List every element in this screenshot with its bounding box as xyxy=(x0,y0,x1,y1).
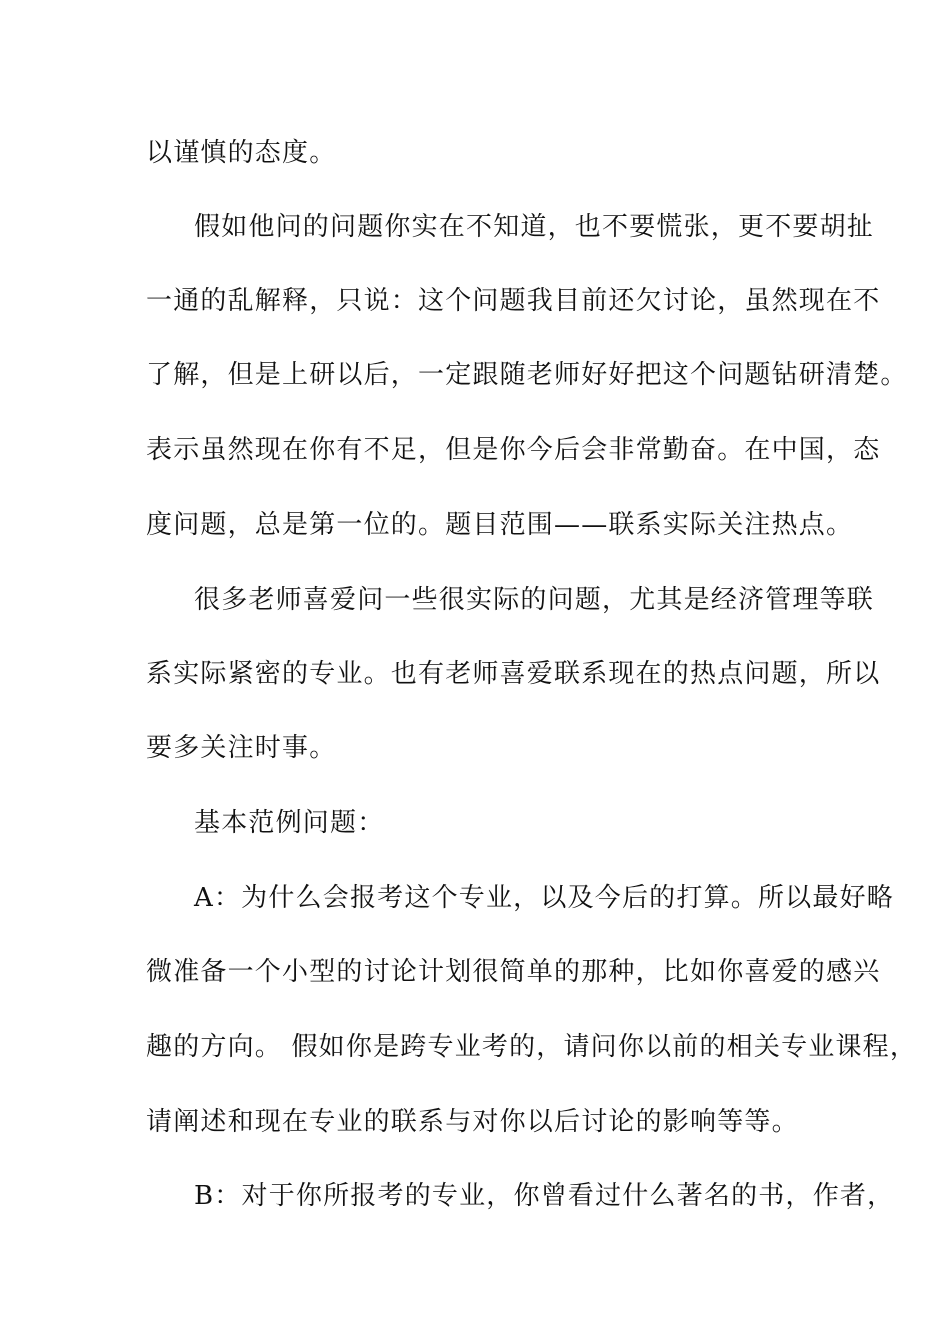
text-line: 了解，但是上研以后，一定跟随老师好好把这个问题钻研清楚。 xyxy=(146,360,908,390)
text-line: 表示虽然现在你有不足，但是你今后会非常勤奋。在中国，态 xyxy=(146,435,881,465)
text-line: 以谨慎的态度。 xyxy=(146,138,337,168)
paragraph-first-line: 很多老师喜爱问一些很实际的问题，尤其是经济管理等联 xyxy=(194,585,875,615)
section-heading: 基本范例问题： xyxy=(194,808,385,838)
text-line: 趣的方向。 假如你是跨专业考的，请问你以前的相关专业课程， xyxy=(146,1032,918,1062)
question-b-line: B：对于你所报考的专业，你曾看过什么著名的书，作者， xyxy=(194,1181,895,1211)
text-line: 微准备一个小型的讨论计划很简单的那种，比如你喜爱的感兴 xyxy=(146,957,881,987)
text-line: 要多关注时事。 xyxy=(146,733,337,763)
text-line: 系实际紧密的专业。也有老师喜爱联系现在的热点问题，所以 xyxy=(146,659,881,689)
text-line: 请阐述和现在专业的联系与对你以后讨论的影响等等。 xyxy=(146,1107,799,1137)
text-line: 一通的乱解释，只说：这个问题我目前还欠讨论，虽然现在不 xyxy=(146,286,881,316)
question-a-line: A：为什么会报考这个专业，以及今后的打算。所以最好略 xyxy=(194,883,894,913)
text-line: 度问题，总是第一位的。题目范围——联系实际关注热点。 xyxy=(146,510,854,540)
paragraph-first-line: 假如他问的问题你实在不知道，也不要慌张，更不要胡扯 xyxy=(194,212,875,242)
